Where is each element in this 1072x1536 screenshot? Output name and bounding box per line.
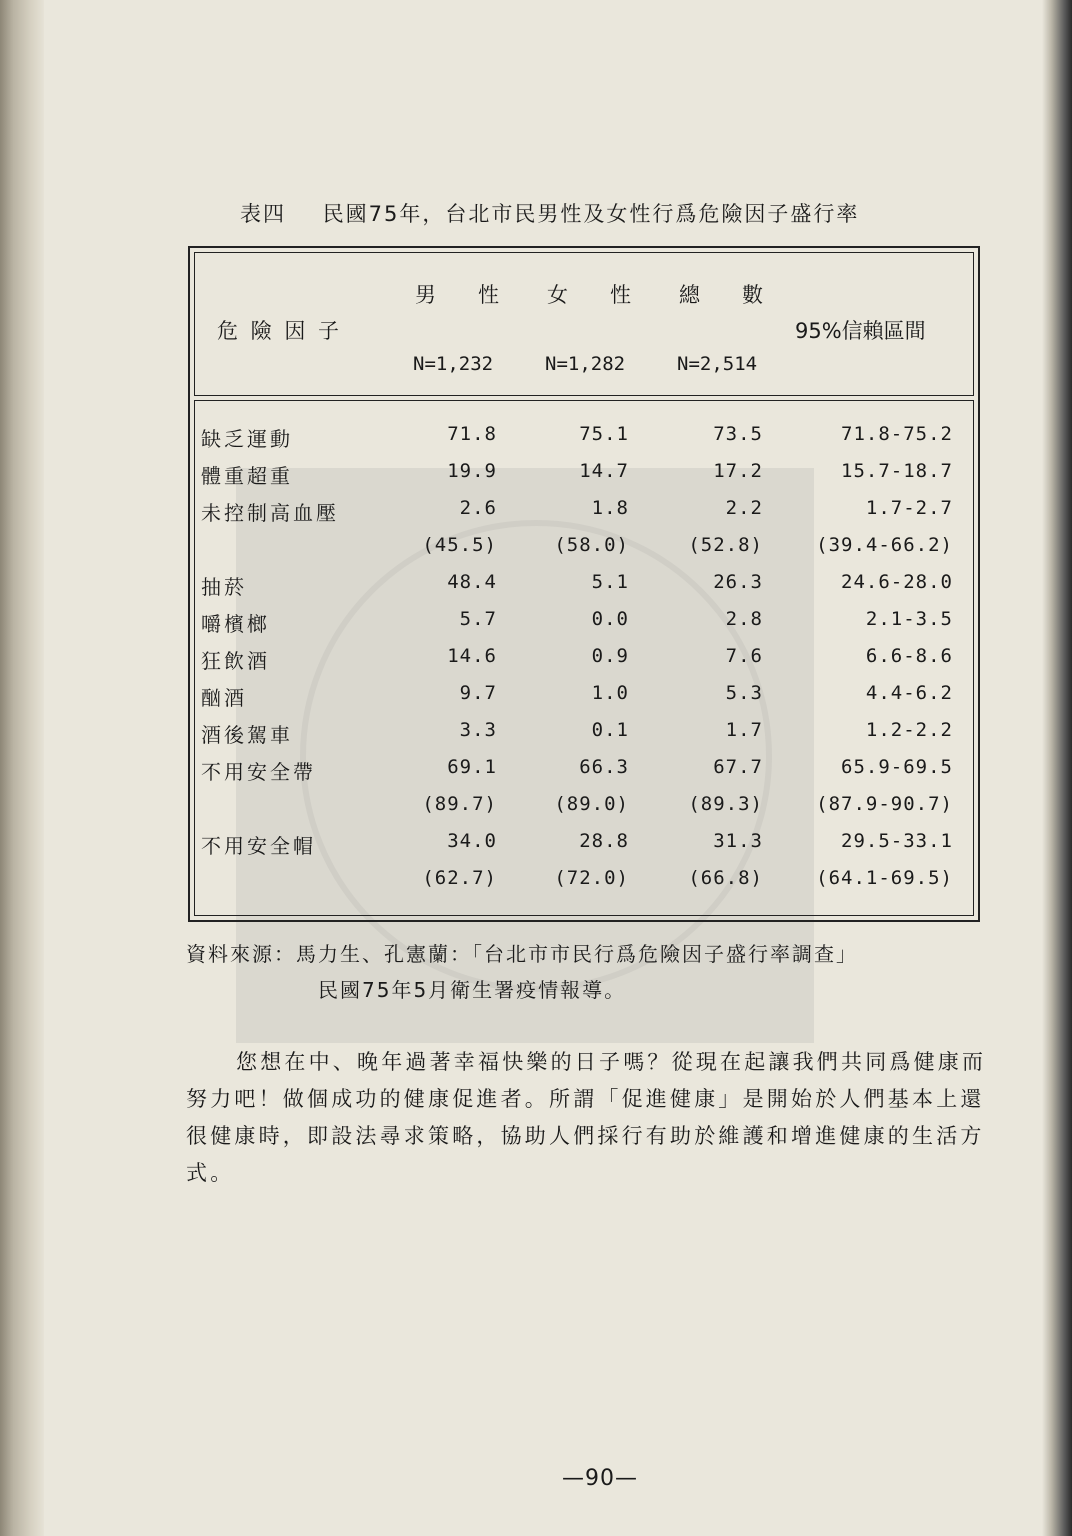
cell-ci: 2.1-3.5 — [865, 608, 953, 630]
cell-male: 19.9 — [447, 460, 497, 482]
table-row — [195, 793, 973, 830]
cell-female: 0.0 — [591, 608, 629, 630]
cell-female: 0.1 — [591, 719, 629, 741]
table-row — [195, 608, 973, 645]
cell-male: 14.6 — [447, 645, 497, 667]
table-body — [194, 400, 974, 916]
cell-total: 5.3 — [725, 682, 763, 704]
cell-male: 2.6 — [459, 497, 497, 519]
risk-factor-table — [188, 246, 980, 922]
cell-female: 14.7 — [579, 460, 629, 482]
cell-female: 1.8 — [591, 497, 629, 519]
cell-male: 71.8 — [447, 423, 497, 445]
table-row — [195, 645, 973, 682]
cell-total: 26.3 — [713, 571, 763, 593]
row-label: 嚼檳榔 — [201, 612, 270, 636]
table-row — [195, 719, 973, 756]
row-label: 缺乏運動 — [201, 427, 293, 451]
table-row — [195, 534, 973, 571]
cell-male: 5.7 — [459, 608, 497, 630]
table-number: 表四 — [240, 202, 286, 226]
table-row — [195, 682, 973, 719]
cell-male: (89.7) — [422, 793, 497, 815]
cell-ci: 71.8-75.2 — [841, 423, 953, 445]
header-female: 女 性 — [547, 283, 631, 307]
page-number: —90— — [562, 1466, 638, 1491]
cell-male: (62.7) — [422, 867, 497, 889]
cell-female: (89.0) — [554, 793, 629, 815]
cell-male: 34.0 — [447, 830, 497, 852]
table-title: 民國75年，台北市民男性及女性行爲危險因子盛行率 — [322, 202, 860, 226]
cell-total: (52.8) — [688, 534, 763, 556]
row-label: 不用安全帽 — [201, 834, 316, 858]
source-note-line1: 資料來源：馬力生、孔憲蘭：「台北市市民行爲危險因子盛行率調查」 — [186, 942, 858, 966]
header-n-total: N=2,514 — [677, 353, 758, 375]
cell-female: 28.8 — [579, 830, 629, 852]
row-label: 不用安全帶 — [201, 760, 316, 784]
cell-ci: 15.7-18.7 — [841, 460, 953, 482]
cell-total: 7.6 — [725, 645, 763, 667]
header-male: 男 性 — [415, 283, 499, 307]
row-label: 狂飲酒 — [201, 649, 270, 673]
table-row — [195, 497, 973, 534]
cell-ci: 29.5-33.1 — [841, 830, 953, 852]
cell-ci: 6.6-8.6 — [865, 645, 953, 667]
row-label: 抽菸 — [201, 575, 247, 599]
cell-total: (89.3) — [688, 793, 763, 815]
body-paragraph: 您想在中、晚年過著幸福快樂的日子嗎？從現在起讓我們共同爲健康而努力吧！做個成功的健康促進者。所謂「促進健康」是開始於人們基本上還很健康時，即設法尋求策略，協助人們採行有助於維護和增進健康的生活方式。 — [186, 1050, 987, 1185]
cell-ci: 1.7-2.7 — [865, 497, 953, 519]
table-row — [195, 423, 973, 460]
row-label: 酗酒 — [201, 686, 247, 710]
row-label: 體重超重 — [201, 464, 293, 488]
cell-total: (66.8) — [688, 867, 763, 889]
table-row — [195, 830, 973, 867]
table-header — [194, 252, 974, 396]
cell-male: 48.4 — [447, 571, 497, 593]
cell-female: (58.0) — [554, 534, 629, 556]
cell-total: 67.7 — [713, 756, 763, 778]
cell-ci: 65.9-69.5 — [841, 756, 953, 778]
cell-total: 17.2 — [713, 460, 763, 482]
page-edge-right — [1042, 0, 1072, 1536]
cell-total: 2.8 — [725, 608, 763, 630]
header-ci: 95%信賴區間 — [795, 319, 926, 343]
cell-female: (72.0) — [554, 867, 629, 889]
table-caption — [240, 198, 1000, 228]
cell-female: 5.1 — [591, 571, 629, 593]
source-note-line2: 民國75年5月衛生署疫情報導。 — [318, 978, 627, 1002]
cell-total: 31.3 — [713, 830, 763, 852]
cell-ci: (64.1-69.5) — [816, 867, 953, 889]
cell-female: 0.9 — [591, 645, 629, 667]
cell-female: 75.1 — [579, 423, 629, 445]
header-factor: 危 險 因 子 — [217, 319, 343, 343]
table-row — [195, 867, 973, 904]
cell-male: 9.7 — [459, 682, 497, 704]
row-label: 未控制高血壓 — [201, 501, 339, 525]
cell-ci: 24.6-28.0 — [841, 571, 953, 593]
table-row — [195, 571, 973, 608]
header-n-female: N=1,282 — [545, 353, 626, 375]
cell-ci: 4.4-6.2 — [865, 682, 953, 704]
cell-female: 1.0 — [591, 682, 629, 704]
cell-total: 1.7 — [725, 719, 763, 741]
row-label: 酒後駕車 — [201, 723, 293, 747]
page-edge-left — [0, 0, 44, 1536]
cell-male: (45.5) — [422, 534, 497, 556]
table-row — [195, 756, 973, 793]
cell-female: 66.3 — [579, 756, 629, 778]
table-row — [195, 460, 973, 497]
cell-male: 69.1 — [447, 756, 497, 778]
header-total: 總 數 — [679, 283, 763, 307]
cell-male: 3.3 — [459, 719, 497, 741]
cell-ci: (39.4-66.2) — [816, 534, 953, 556]
cell-total: 73.5 — [713, 423, 763, 445]
cell-ci: 1.2-2.2 — [865, 719, 953, 741]
cell-total: 2.2 — [725, 497, 763, 519]
header-n-male: N=1,232 — [413, 353, 494, 375]
cell-ci: (87.9-90.7) — [816, 793, 953, 815]
